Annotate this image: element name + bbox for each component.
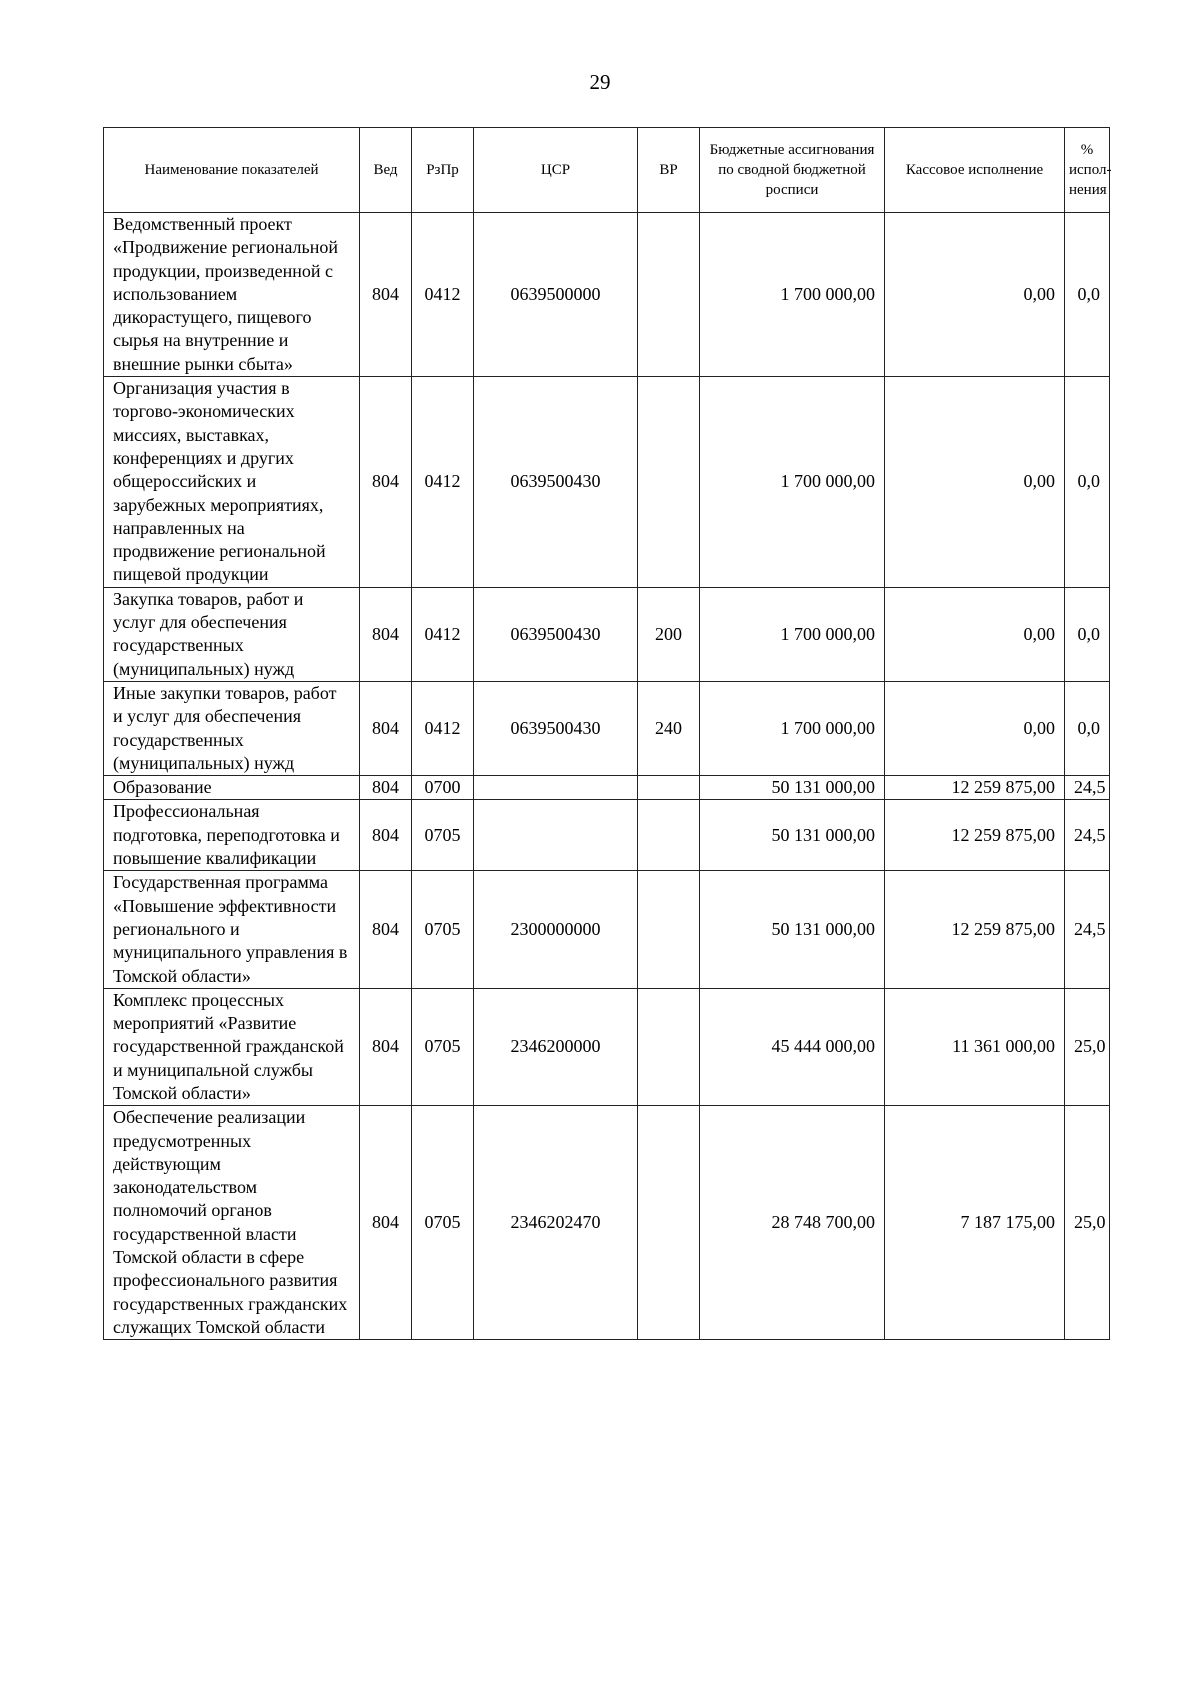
row-name: Комплекс процессных мероприятий «Развитие государственной гражданской и муниципальной службы Томской области» [104, 988, 360, 1105]
row-ved: 804 [360, 1106, 412, 1340]
row-rzpr: 0705 [412, 871, 474, 988]
row-budget: 1 700 000,00 [700, 587, 885, 681]
header-budget: Бюджетные ассигнования по сводной бюджетной росписи [700, 128, 885, 213]
row-cash: 12 259 875,00 [885, 800, 1065, 871]
row-csr: 0639500430 [474, 587, 638, 681]
row-rzpr: 0705 [412, 800, 474, 871]
row-csr: 0639500430 [474, 681, 638, 775]
row-vr: 240 [638, 681, 700, 775]
row-csr [474, 800, 638, 871]
table-row [104, 213, 1110, 377]
header-ved: Вед [360, 128, 412, 213]
row-vr: 200 [638, 587, 700, 681]
row-budget: 50 131 000,00 [700, 871, 885, 988]
page-number: 29 [589, 70, 611, 94]
header-cash: Кассовое исполнение [885, 128, 1065, 213]
header-percent: % испол-нения [1065, 128, 1110, 213]
row-percent: 24,5 [1065, 871, 1110, 988]
row-name: Профессиональная подготовка, переподготовка и повышение квалификации [104, 800, 360, 871]
row-csr: 0639500000 [474, 213, 638, 377]
row-budget: 50 131 000,00 [700, 800, 885, 871]
row-csr: 2346200000 [474, 988, 638, 1105]
row-ved: 804 [360, 776, 412, 800]
row-ved: 804 [360, 377, 412, 588]
row-csr: 2300000000 [474, 871, 638, 988]
row-csr: 0639500430 [474, 377, 638, 588]
row-budget: 1 700 000,00 [700, 213, 885, 377]
row-name: Обеспечение реализации предусмотренных действующим законодательством полномочий органов государственной власти Томской области в сфере профессионального развития государственных гражданских служащих Томской области [104, 1106, 360, 1340]
row-vr [638, 871, 700, 988]
row-cash: 12 259 875,00 [885, 871, 1065, 988]
row-budget: 1 700 000,00 [700, 681, 885, 775]
row-cash: 12 259 875,00 [885, 776, 1065, 800]
row-rzpr: 0412 [412, 587, 474, 681]
table-row [104, 587, 1110, 681]
row-percent: 0,0 [1065, 587, 1110, 681]
row-percent: 0,0 [1065, 377, 1110, 588]
row-name: Государственная программа «Повышение эффективности регионального и муниципального управления в Томской области» [104, 871, 360, 988]
row-percent: 25,0 [1065, 1106, 1110, 1340]
row-budget: 45 444 000,00 [700, 988, 885, 1105]
row-percent: 24,5 [1065, 800, 1110, 871]
row-rzpr: 0412 [412, 681, 474, 775]
row-budget: 50 131 000,00 [700, 776, 885, 800]
header-vr: ВР [638, 128, 700, 213]
row-csr [474, 776, 638, 800]
row-ved: 804 [360, 213, 412, 377]
row-vr [638, 377, 700, 588]
row-percent: 0,0 [1065, 681, 1110, 775]
row-percent: 0,0 [1065, 213, 1110, 377]
row-rzpr: 0412 [412, 213, 474, 377]
table-row [104, 681, 1110, 775]
row-cash: 0,00 [885, 681, 1065, 775]
row-name: Организация участия в торгово-экономических миссиях, выставках, конференциях и других общероссийских и зарубежных мероприятиях, направленных на продвижение региональной пищевой продукции [104, 377, 360, 588]
row-cash: 11 361 000,00 [885, 988, 1065, 1105]
table-header-row [104, 128, 1110, 213]
row-rzpr: 0705 [412, 988, 474, 1105]
row-rzpr: 0412 [412, 377, 474, 588]
row-cash: 0,00 [885, 213, 1065, 377]
table-row [104, 377, 1110, 588]
row-budget: 1 700 000,00 [700, 377, 885, 588]
table-row [104, 800, 1110, 871]
row-percent: 24,5 [1065, 776, 1110, 800]
row-ved: 804 [360, 681, 412, 775]
header-rzpr: РзПр [412, 128, 474, 213]
header-name: Наименование показателей [104, 128, 360, 213]
row-rzpr: 0705 [412, 1106, 474, 1340]
row-csr: 2346202470 [474, 1106, 638, 1340]
table-row [104, 871, 1110, 988]
table-row [104, 988, 1110, 1105]
row-ved: 804 [360, 871, 412, 988]
row-ved: 804 [360, 988, 412, 1105]
row-name: Ведомственный проект «Продвижение региональной продукции, произведенной с использованием дикорастущего, пищевого сырья на внутренние и внешние рынки сбыта» [104, 213, 360, 377]
row-cash: 0,00 [885, 377, 1065, 588]
row-percent: 25,0 [1065, 988, 1110, 1105]
row-vr [638, 213, 700, 377]
row-budget: 28 748 700,00 [700, 1106, 885, 1340]
row-name: Образование [104, 776, 360, 800]
budget-table [103, 127, 1110, 1340]
table-row [104, 1106, 1110, 1340]
row-vr [638, 1106, 700, 1340]
row-ved: 804 [360, 800, 412, 871]
row-rzpr: 0700 [412, 776, 474, 800]
table-row [104, 776, 1110, 800]
row-cash: 0,00 [885, 587, 1065, 681]
row-name: Иные закупки товаров, работ и услуг для обеспечения государственных (муниципальных) нужд [104, 681, 360, 775]
row-cash: 7 187 175,00 [885, 1106, 1065, 1340]
row-ved: 804 [360, 587, 412, 681]
row-vr [638, 800, 700, 871]
row-vr [638, 776, 700, 800]
header-csr: ЦСР [474, 128, 638, 213]
row-vr [638, 988, 700, 1105]
row-name: Закупка товаров, работ и услуг для обеспечения государственных (муниципальных) нужд [104, 587, 360, 681]
